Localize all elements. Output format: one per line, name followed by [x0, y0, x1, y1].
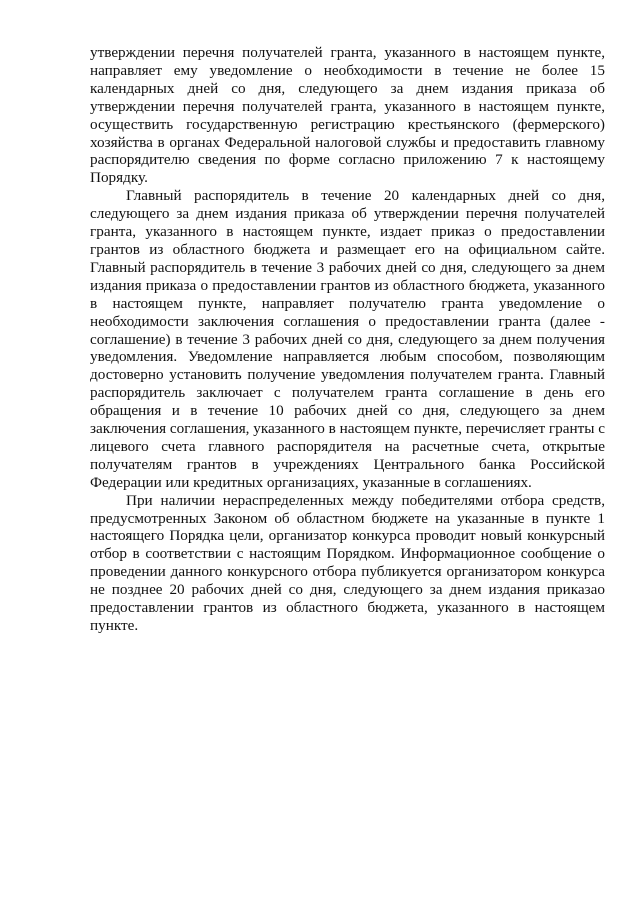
paragraph-registration-notice: утверждении перечня получателей гранта, указанного в настоящем пункте, направляет ему уведомление о необходимости в течение не более 15 календарных дней со дня, следующего за днем издания приказа об утверждении перечня получателей гранта, указанного в настоящем пункте, осуществить государственную регистрацию крестьянского (фермерского) хозяйства в органах Федеральной налоговой службы и предоставить главному распорядителю сведения по форме согласно приложению 7 к настоящему Порядку. — [90, 44, 605, 187]
document-page — [90, 44, 605, 635]
paragraph-grant-order: Главный распорядитель в течение 20 календарных дней со дня, следующего за днем издания приказа об утверждении перечня получателей гранта, указанного в настоящем пункте, издает приказ о предоставлении грантов из областного бюджета и размещает его на официальном сайте. Главный распорядитель в течение 3 рабочих дней со дня, следующего за днем издания приказа о предоставлении грантов из областного бюджета, указанного в настоящем пункте, направляет получателю гранта уведомление о необходимости заключения соглашения о предоставлении гранта (далее - соглашение) в течение 3 рабочих дней со дня, следующего за днем получения уведомления. Уведомление направляется любым способом, позволяющим достоверно установить получение уведомления получателем гранта. Главный распорядитель заключает с получателем гранта соглашение в день его обращения и в течение 10 рабочих дней со дня, следующего за днем заключения соглашения, указанного в настоящем пункте, перечисляет гранты с лицевого счета главного распорядителя на расчетные счета, открытые получателям грантов в учреждениях Центрального банка Российской Федерации или кредитных организациях, указанные в соглашениях. — [90, 187, 605, 491]
paragraph-new-selection: При наличии нераспределенных между победителями отбора средств, предусмотренных Законом об областном бюджете на указанные в пункте 1 настоящего Порядка цели, организатор конкурса проводит новый конкурсный отбор в соответствии с настоящим Порядком. Информационное сообщение о проведении данного конкурсного отбора публикуется организатором конкурса не позднее 20 рабочих дней со дня, следующего за днем издания приказао предоставлении грантов из областного бюджета, указанного в настоящем пункте. — [90, 491, 605, 634]
